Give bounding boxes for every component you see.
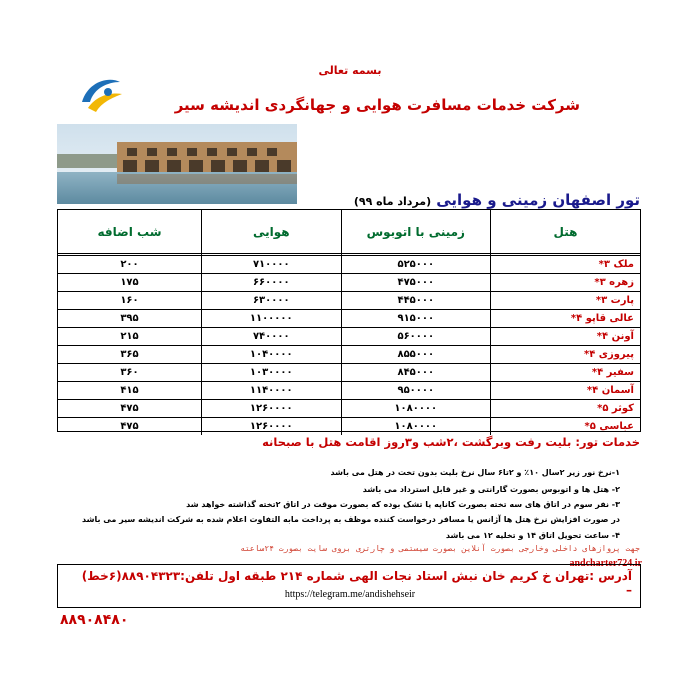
air-price: ۱۱۴۰۰۰۰: [201, 382, 341, 400]
air-price: ۱۱۰۰۰۰۰: [201, 310, 341, 328]
table-row: [58, 292, 640, 310]
tour-date: (مرداد ماه ۹۹): [353, 195, 432, 208]
table-row: [58, 256, 640, 274]
air-price: ۶۶۰۰۰۰: [201, 274, 341, 292]
extra-night-price: ۳۶۰: [58, 364, 201, 382]
note-item: ۳- نفر سوم در اتاق های سه تخته بصورت کاناپه یا تشک بوده که بصورت موقت در اتاق ۲تخته گذاشته خواهد شد: [186, 500, 620, 509]
air-price: ۶۳۰۰۰۰: [201, 292, 341, 310]
note-item: در صورت افزایش نرخ هتل ها آژانس یا مسافر درخواست کننده موظف به پرداخت مابه التفاوت اعلام شده به شرکت اندیشه سیر می باشد: [82, 515, 620, 524]
tour-name: تور اصفهان زمینی و هوایی: [436, 191, 640, 209]
contact-box: [57, 564, 641, 608]
website-link[interactable]: andcharter724.ir: [569, 558, 642, 569]
note-item: ۱-نرخ نور زیر ۲سال ۱۰٪ و ۲تا۶ سال نرخ بلیت بدون تخت در هتل می باشد: [330, 468, 620, 477]
table-row: [58, 274, 640, 292]
extra-night-price: ۳۹۵: [58, 310, 201, 328]
telegram-link[interactable]: https://telegram.me/andishehseir: [284, 589, 416, 600]
isfahan-bridge-photo: [57, 124, 297, 204]
company-logo: [78, 72, 124, 118]
hotel-name: عباسی ۵*: [491, 418, 640, 436]
basmala-heading: بسمه تعالی: [318, 64, 382, 77]
header-air: هوایی: [201, 210, 341, 254]
tour-services: خدمات تور: بلیت رفت وبرگشت ،۲شب و۳روز اقامت هتل با صبحانه: [262, 435, 640, 449]
hotel-name: پارت ۳*: [491, 292, 640, 310]
table-row: [58, 364, 640, 382]
table-row: [58, 328, 640, 346]
bus-price: ۱۰۸۰۰۰۰: [341, 400, 491, 418]
hotel-name: زهره ۳*: [491, 274, 640, 292]
bus-price: ۵۲۵۰۰۰: [341, 256, 491, 274]
air-price: ۱۰۳۰۰۰۰: [201, 364, 341, 382]
bus-price: ۸۵۵۰۰۰: [341, 346, 491, 364]
header-hotel: هتل: [491, 210, 640, 254]
hotel-name: آسمان ۴*: [491, 382, 640, 400]
address-text: آدرس :تهران خ کریم خان نبش استاد نجات الهی شماره ۲۱۴ طبقه اول تلفن:۸۸۹۰۴۳۲۳(۶خط) –: [81, 569, 632, 597]
extra-night-price: ۳۶۵: [58, 346, 201, 364]
air-price: ۱۲۶۰۰۰۰: [201, 418, 341, 436]
bus-price: ۴۷۵۰۰۰: [341, 274, 491, 292]
phone-number: ۸۸۹۰۸۴۸۰: [60, 612, 129, 628]
bus-price: ۵۶۰۰۰۰: [341, 328, 491, 346]
extra-night-price: ۴۱۵: [58, 382, 201, 400]
table-row: [58, 310, 640, 328]
air-price: ۷۴۰۰۰۰: [201, 328, 341, 346]
hotel-name: کوثر ۵*: [491, 400, 640, 418]
extra-night-price: ۴۷۵: [58, 418, 201, 436]
flights-remark: جهت پروازهای داخلی وخارجی بصورت آنلاین بصورت سیستمی و چارتری بروی سایت بصورت ۲۴ساعته: [240, 544, 640, 553]
header-bus: زمینی با اتوبوس: [341, 210, 491, 254]
table-row: [58, 346, 640, 364]
extra-night-price: ۲۱۵: [58, 328, 201, 346]
table-row: [58, 382, 640, 400]
hotel-name: ملک ۳*: [491, 256, 640, 274]
bus-price: ۹۱۵۰۰۰: [341, 310, 491, 328]
extra-night-price: ۴۷۵: [58, 400, 201, 418]
bus-price: ۸۴۵۰۰۰: [341, 364, 491, 382]
company-name: شرکت خدمات مسافرت هوایی و جهانگردی اندیشه سیر: [174, 96, 580, 114]
air-price: ۷۱۰۰۰۰: [201, 256, 341, 274]
bus-price: ۴۴۵۰۰۰: [341, 292, 491, 310]
air-price: ۱۰۴۰۰۰۰: [201, 346, 341, 364]
extra-night-price: ۱۷۵: [58, 274, 201, 292]
extra-night-price: ۲۰۰: [58, 256, 201, 274]
note-item: ۴- ساعت تحویل اتاق ۱۴ و تخلیه ۱۲ می باشد: [445, 531, 620, 540]
bus-price: ۹۵۰۰۰۰: [341, 382, 491, 400]
table-row: [58, 418, 640, 436]
note-item: ۲- هتل ها و اتوبوس بصورت گارانتی و غیر قابل استرداد می باشد: [362, 485, 620, 494]
extra-night-price: ۱۶۰: [58, 292, 201, 310]
hotel-name: سفیر ۴*: [491, 364, 640, 382]
bus-price: ۱۰۸۰۰۰۰: [341, 418, 491, 436]
tour-title: [300, 190, 640, 209]
hotel-name: عالی قاپو ۴*: [491, 310, 640, 328]
air-price: ۱۲۶۰۰۰۰: [201, 400, 341, 418]
hotel-name: آونن ۴*: [491, 328, 640, 346]
price-table: [57, 209, 641, 432]
table-row: [58, 400, 640, 418]
header-extra-night: شب اضافه: [97, 224, 162, 239]
hotel-name: پیروزی ۴*: [491, 346, 640, 364]
